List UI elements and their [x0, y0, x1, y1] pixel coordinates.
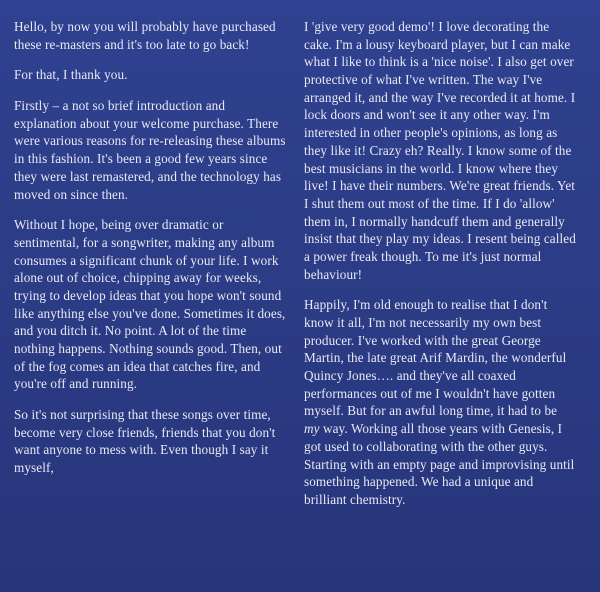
paragraph: So it's not surprising that these songs over time, become very close friends, friends that you don't want anyone to mess with. Even though I say it myself, [14, 407, 276, 476]
paragraph: Firstly – a not so brief introduction and explanation about your welcome purchase. There were various reasons for re-releasing these albums in this fashion. It's been a good few years since they were last remastered, and the technology has moved on since then. [14, 98, 286, 202]
paragraph: Without I hope, being over dramatic or sentimental, for a songwriter, making any album consumes a significant chunk of your life. I work alone out of choice, chipping away for weeks, trying to develop ideas that you hope won't sound like anything else you've done. Sometimes it does, and you ditch it. No point. A lot of the time nothing happens. Nothing sounds good. Then, out of the fog comes an idea that catches fire, and you're off and running. [14, 217, 286, 392]
paragraph-with-emphasis [304, 296, 576, 508]
paragraph: For that, I thank you. [14, 67, 128, 83]
paragraph-lead: Happily, I'm old enough to realise that I don't know it all, I'm not necessarily my own best producer. I've worked with the great George Martin, the late great Arif Mardin, the wonderful Quincy Jones…. and they've all coaxed performances out of me I wouldn't have gotten myself. But for an awful long time, it had to be [304, 297, 567, 419]
left-text-column [14, 18, 286, 582]
paragraph-tail: way. Working all those years with Genesis, I got used to collaborating with the other guys. Starting with an empty page and improvising until something happened. We had a unique and brilliant chemistry. [304, 421, 575, 507]
right-text-column [304, 18, 576, 582]
paragraph: Hello, by now you will probably have purchased these re-masters and it's too late to go back! [14, 19, 276, 52]
paragraph: I 'give very good demo'! I love decorating the cake. I'm a lousy keyboard player, but I can make what I like to think is a 'nice noise'. I also get over protective of what I've written. The way I've arranged it, and the way I've recorded it at home. I lock doors and won't see it any other way. I'm interested in other people's opinions, as long as they like it! Crazy eh? Really. I know some of the best musicians in the world. I know where they live! I have their numbers. We're great friends. Yet I shut them out most of the time. If I do 'allow' them in, I normally handcuff them and generally insist that they play my ideas. I resent being called a power freak though. To me it's just normal behaviour! [304, 19, 576, 282]
emphasized-word: my [304, 421, 320, 437]
